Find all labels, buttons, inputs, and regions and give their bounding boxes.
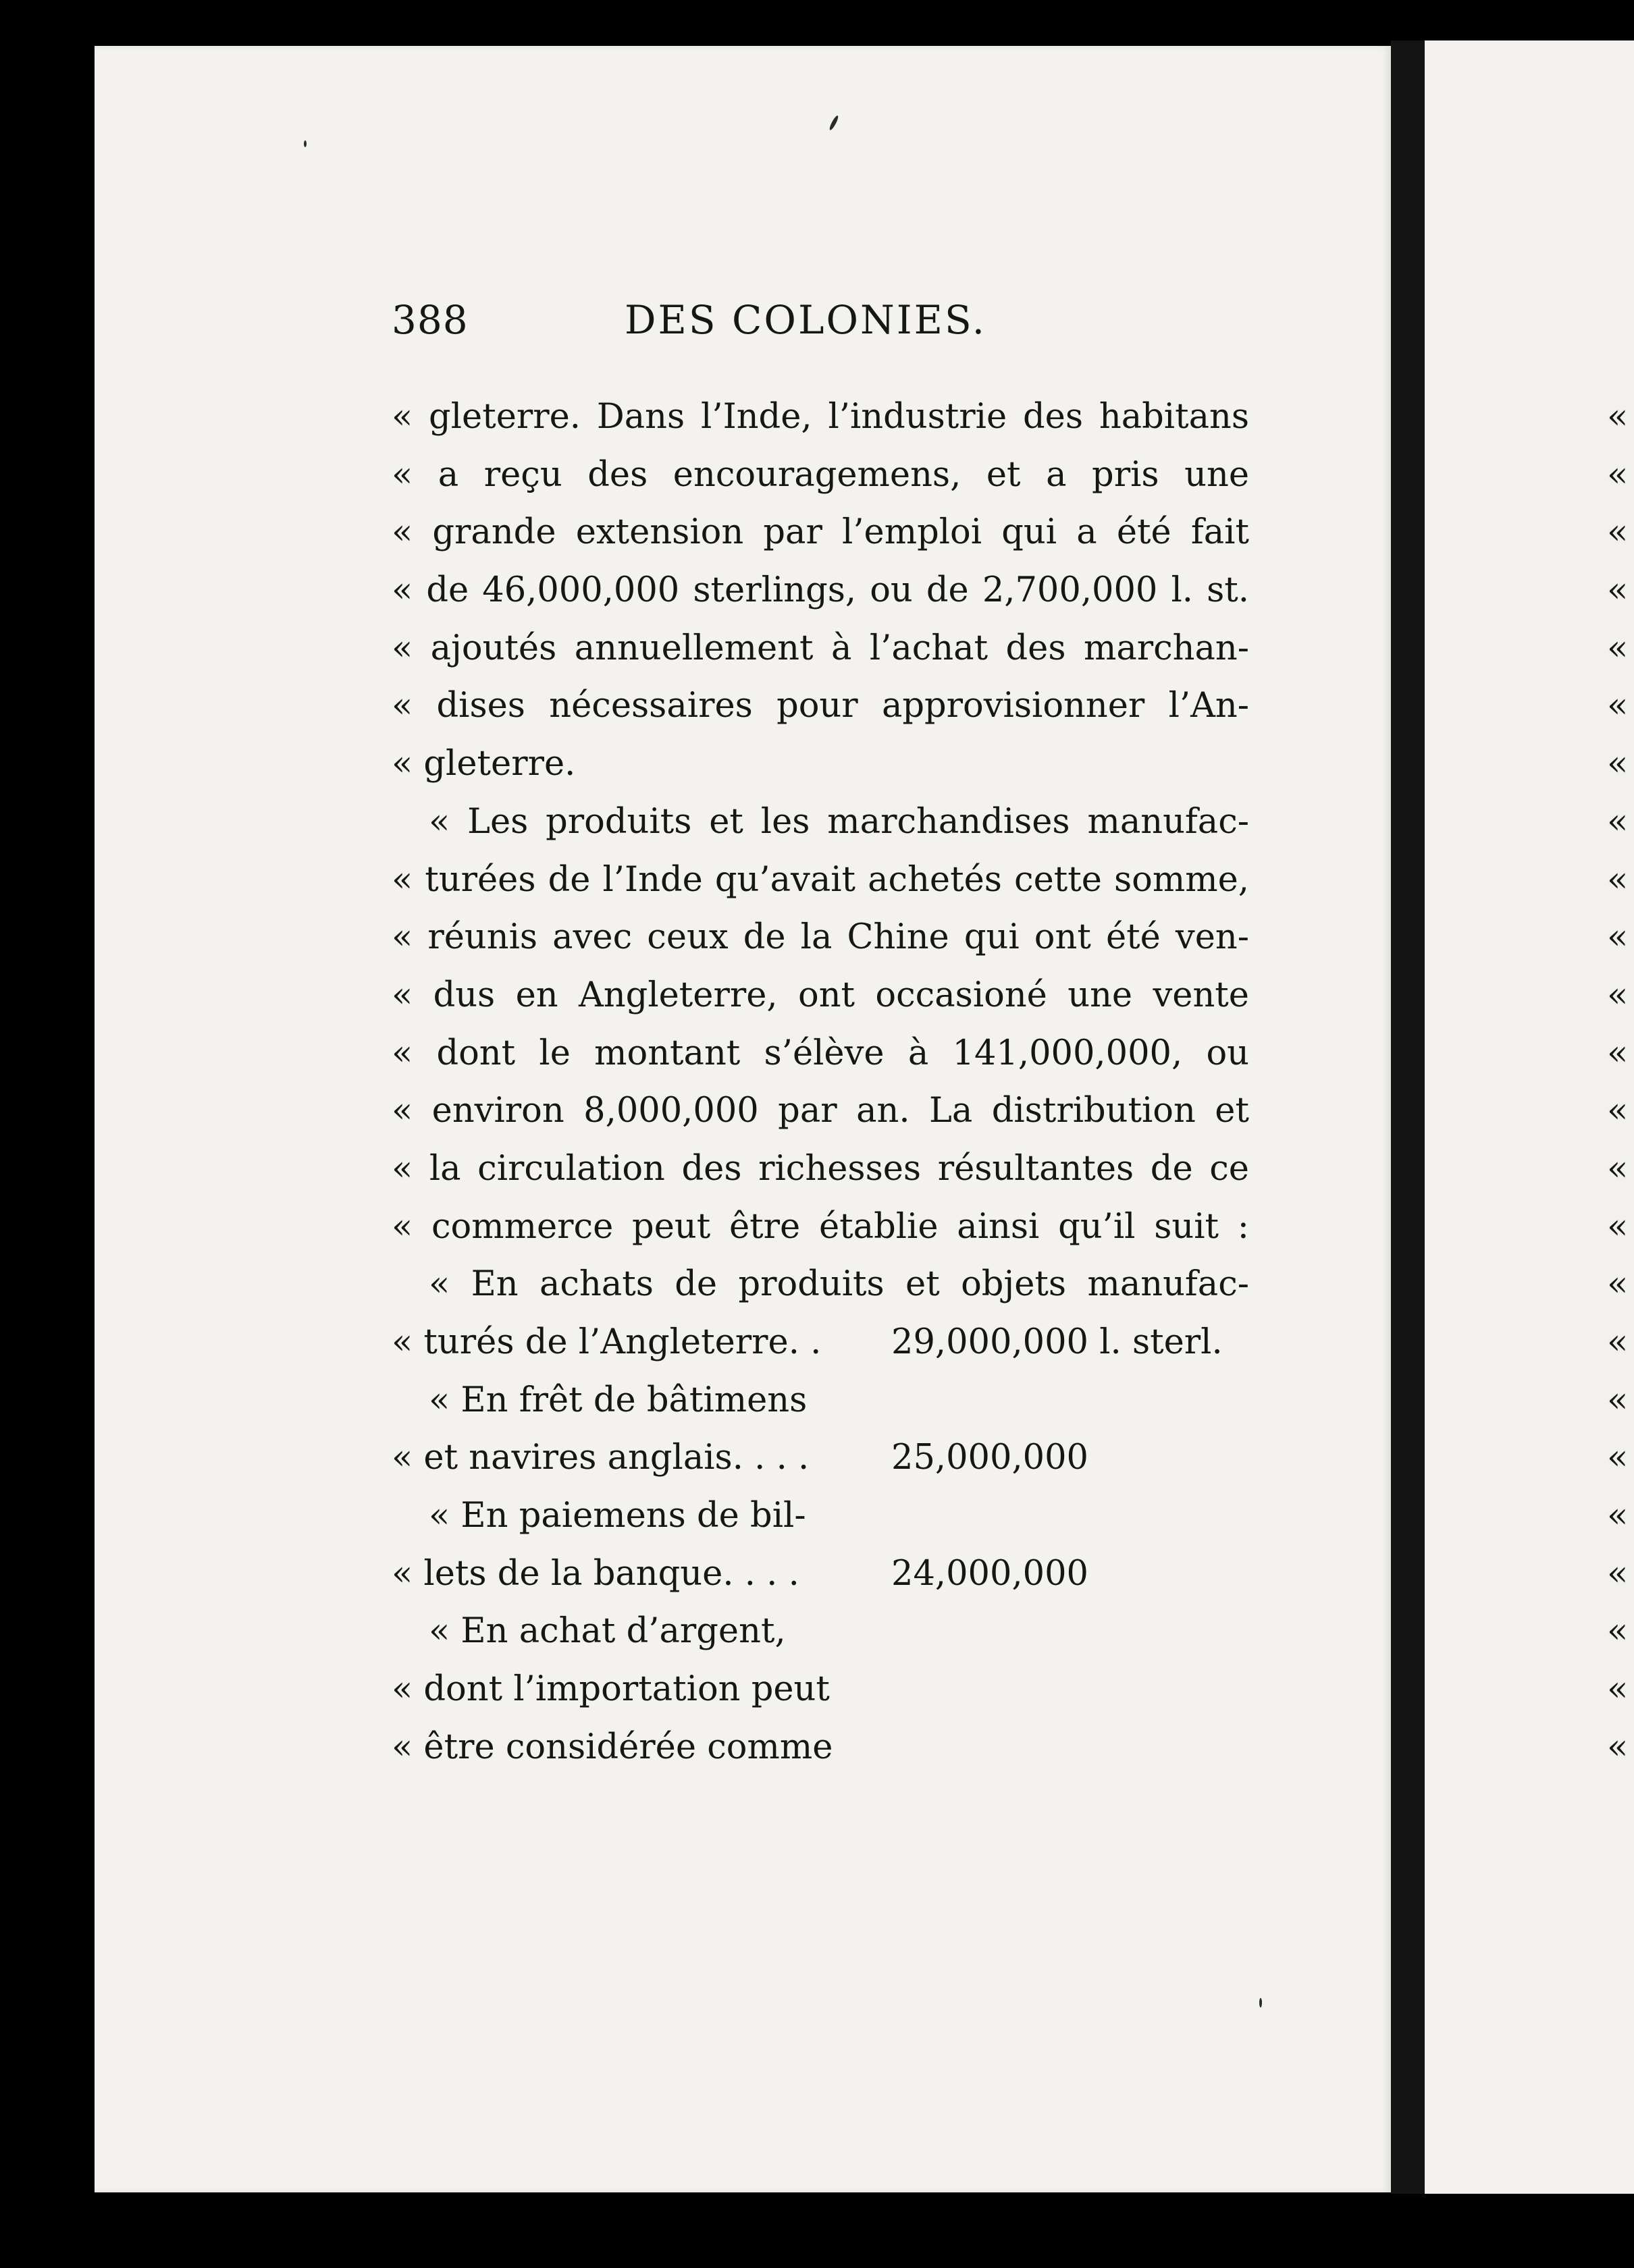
table-row xyxy=(392,1602,1249,1660)
facing-page-mark: « xyxy=(1607,454,1629,495)
table-row-label: « En frêt de bâtimens xyxy=(429,1380,808,1420)
text-line: « environ 8,000,000 par an. La distribution et xyxy=(392,1091,1249,1131)
facing-page-mark: « xyxy=(1607,1322,1629,1362)
table-row-label: « En paiemens de bil- xyxy=(429,1496,806,1536)
table-row-amount: 25,000,000 xyxy=(891,1438,1089,1478)
body-text xyxy=(392,388,1249,1777)
facing-page-mark: « xyxy=(1607,1206,1629,1247)
table-row xyxy=(392,1372,1249,1430)
table-row xyxy=(392,1719,1249,1777)
facing-page-mark: « xyxy=(1607,1033,1629,1073)
table-row-label: « lets de la banque. . . . xyxy=(392,1553,799,1594)
facing-page-mark: « xyxy=(1607,628,1629,668)
table-row-amount: 24,000,000 xyxy=(891,1553,1089,1594)
table-row-label: « dont l’importation peut xyxy=(392,1669,830,1710)
table-row xyxy=(392,1429,1249,1487)
facing-page-mark: « xyxy=(1607,975,1629,1015)
text-line: « Les produits et les marchandises manufac- xyxy=(429,801,1249,842)
facing-page-mark: « xyxy=(1607,1727,1629,1767)
facing-page-mark: « xyxy=(1607,570,1629,611)
text-line: « En achats de produits et objets manufac- xyxy=(429,1264,1249,1305)
paper-speck xyxy=(304,140,307,147)
facing-page-mark: « xyxy=(1607,1380,1629,1420)
right-page-edge xyxy=(1425,40,1634,2194)
page-number: 388 xyxy=(392,297,469,343)
paper-speck xyxy=(1259,1998,1262,2007)
text-line: « commerce peut être établie ainsi qu’il suit : xyxy=(392,1206,1249,1247)
text-line: « réunis avec ceux de la Chine qui ont été ven- xyxy=(392,917,1249,958)
text-line: « dus en Angleterre, ont occasioné une vente xyxy=(392,975,1249,1015)
table-row-label: « En achat d’argent, xyxy=(429,1611,786,1652)
facing-page-mark: « xyxy=(1607,1438,1629,1478)
facing-page-mark: « xyxy=(1607,917,1629,958)
text-line: « ajoutés annuellement à l’achat des marchan- xyxy=(392,628,1249,668)
facing-page-mark: « xyxy=(1607,1611,1629,1652)
facing-page-mark: « xyxy=(1607,859,1629,900)
facing-page-mark: « xyxy=(1607,1148,1629,1189)
table-row xyxy=(392,1314,1249,1372)
table-row-label: « être considérée comme xyxy=(392,1727,833,1767)
table-row xyxy=(392,1660,1249,1719)
table-row xyxy=(392,1545,1249,1603)
text-line: « dont le montant s’élève à 141,000,000, ou xyxy=(392,1033,1249,1073)
text-line: « gleterre. Dans l’Inde, l’industrie des habitans xyxy=(392,397,1249,437)
text-line: « gleterre. xyxy=(392,744,576,784)
text-line: « a reçu des encouragemens, et a pris une xyxy=(392,454,1249,495)
facing-page-mark: « xyxy=(1607,397,1629,437)
facing-page-mark: « xyxy=(1607,512,1629,553)
table-row-amount: 29,000,000 l. sterl. xyxy=(891,1322,1223,1362)
running-title: DES COLONIES. xyxy=(625,297,987,343)
facing-page-mark: « xyxy=(1607,1496,1629,1536)
facing-page-mark: « xyxy=(1607,1553,1629,1594)
facing-page-mark: « xyxy=(1607,1264,1629,1305)
table-row-label: « turés de l’Angleterre. . xyxy=(392,1322,822,1362)
table-row-label: « et navires anglais. . . . xyxy=(392,1438,810,1478)
facing-page-mark: « xyxy=(1607,1091,1629,1131)
facing-page-quote-marks xyxy=(1607,388,1634,1777)
facing-page-mark: « xyxy=(1607,744,1629,784)
text-line: « dises nécessaires pour approvisionner l’An- xyxy=(392,686,1249,726)
facing-page-mark: « xyxy=(1607,686,1629,726)
page-header xyxy=(392,297,1249,358)
text-line: « grande extension par l’emploi qui a été fait xyxy=(392,512,1249,553)
text-line: « de 46,000,000 sterlings, ou de 2,700,000 l. st. xyxy=(392,570,1249,611)
facing-page-mark: « xyxy=(1607,801,1629,842)
text-line: « turées de l’Inde qu’avait achetés cette somme, xyxy=(392,859,1249,900)
table-row xyxy=(392,1487,1249,1545)
text-line: « la circulation des richesses résultantes de ce xyxy=(392,1148,1249,1189)
book-gutter xyxy=(1391,40,1425,2194)
facing-page-mark: « xyxy=(1607,1669,1629,1710)
